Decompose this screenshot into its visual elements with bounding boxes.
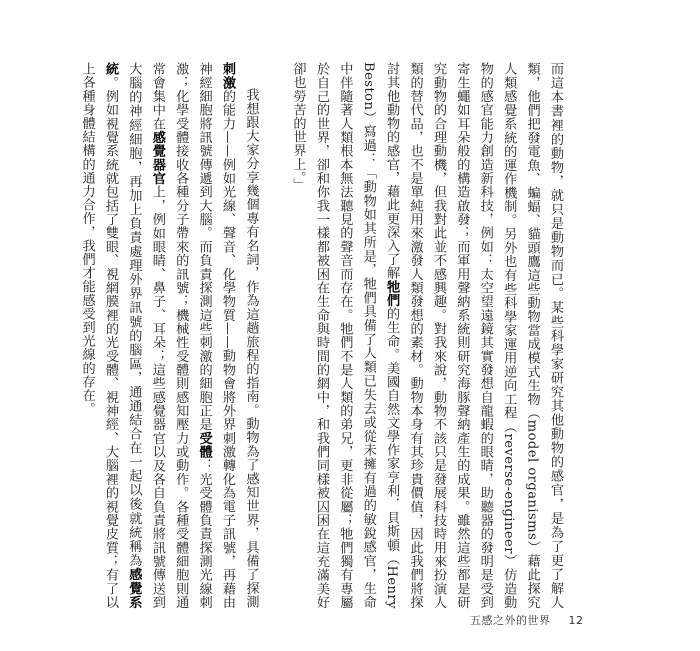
text-run: 的能力——例如光線、聲音、化學物質——動物會將外界刺激轉化為電子訊號，再藉由神經細胞將訊號傳遞到大腦。而負責探測這些刺激的細胞正是 xyxy=(196,62,236,610)
bold-term: 受體 xyxy=(196,431,212,459)
bold-term: 感覺器官 xyxy=(149,130,165,186)
body-text xyxy=(79,62,567,610)
text-run: 的生命。美國自然文學作家亨利．貝斯頓（Henry Beston）寫過：「動物如其所是，牠們具備了人類已失去或從未擁有過的敏銳感官，生命中伴隨著人類根本無法聽見的聲音而存在。牠們不是人類的弟兄，更非從屬；牠們獨有專屬於自己的世界，卻和你我一樣都被困在生命與時間的網中，和我們同樣被囚困在這充滿美好卻也勞苦的世界上。」 xyxy=(290,62,400,609)
text-run: 我想跟大家分享幾個專有名詞，作為這趟旅程的指南。動物為了感知世界，具備了探測 xyxy=(243,88,259,609)
bold-term: 刺激 xyxy=(220,62,236,90)
bold-term: 感覺系統 xyxy=(103,62,142,609)
running-title: 五感之外的世界 xyxy=(470,614,551,627)
bold-term: 牠們 xyxy=(384,279,400,307)
paragraph xyxy=(75,62,262,609)
text-run: ：光受體負責探測光線刺激；化學受體接收各種分子帶來的訊號；機械性受體則感知壓力或動作。各種受體細胞則通常會集中在 xyxy=(149,62,212,609)
running-footer xyxy=(470,612,584,628)
paragraph xyxy=(286,62,567,609)
text-run: 。例如視覺系統就包括了雙眼、視網膜裡的光受體、視神經、大腦裡的視覺皮質；有了以上各種身體結構的通力合作，我們才能感受到光線的存在。 xyxy=(79,62,118,609)
page-number: 12 xyxy=(568,614,584,627)
text-run: 而這本書裡的動物，就只是動物而已。某些科學家研究其他動物的感官，是為了更了解人類，他們把發電魚、蝙蝠、貓頭鷹這些動物當成模式生物（model organisms）藉此探究人類感覺系統的運作機制。另外也有些科學家運用逆向工程（reverse-engineer）仿造動物的感官能力創造新科技，例如：太空望遠鏡其實發想自龍蝦的眼睛，助聽器的發明是受到寄生蠅如耳朵般的構造啟發；而軍用聲納系統則研究海豚聲納產生的成果。雖然這些都是研究動物的合理動機，但我對此並不感興趣。對我來說，動物不該只是發展科技時用來扮演人類的替代品，也不是單純用來激發人類發想的素材。動物本身有其珍貴價值，因此我們將探討其他動物的感官，藉此更深入了解 xyxy=(384,62,563,609)
text-run: 上，例如眼睛、鼻子、耳朵；這些感覺器官以及各自負責將訊號傳送到大腦的神經細胞，再加上負責處理外界訊號的腦區，通通結合在一起以後就統稱為 xyxy=(126,62,165,610)
